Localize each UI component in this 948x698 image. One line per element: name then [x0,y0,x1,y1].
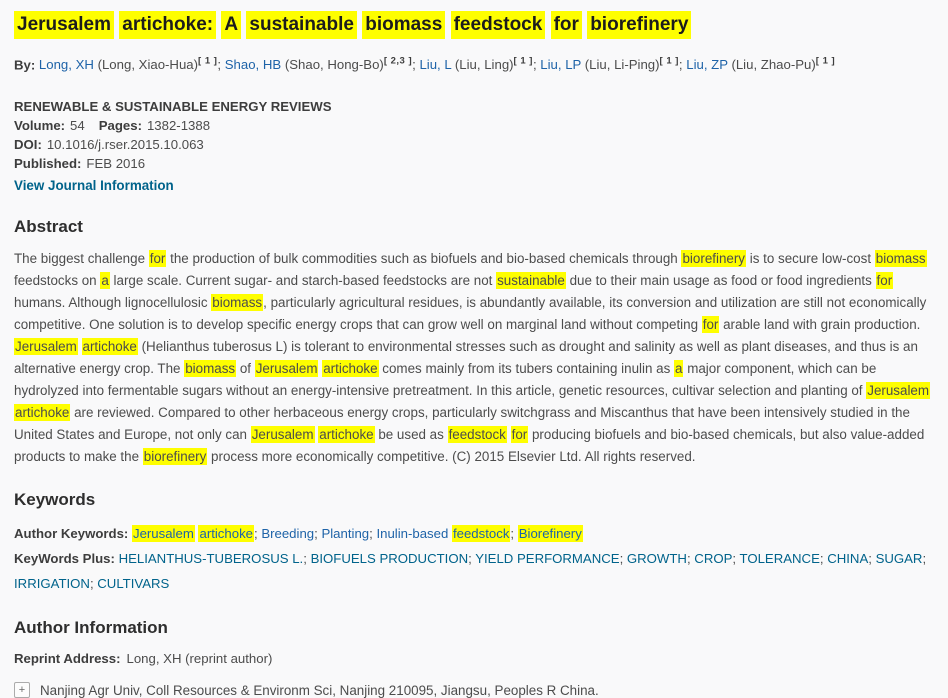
author-keyword-link[interactable] [132,525,254,542]
keywords-plus-link[interactable]: SUGAR [875,551,923,567]
author-keyword-link[interactable]: Planting [321,526,370,542]
abstract-text: The biggest challenge for the production of bulk commodities such as biofuels and bio-based chemicals through biorefinery is to secure low-cost biomass feedstocks on a large scale. Current sugar- and starch-based feedstocks are not sustainable due to their main usage as food or food ingredients for humans. Although lignocellulosic biomass, particularly agricultural residues, is abundantly available, its conversion and utilization are still not economically competitive. One solution is to develop specific energy crops that can grow well on marginal land without competing for arable land with grain production. Jerusalem artichoke (Helianthus tuberosus L) is tolerant to environmental stresses such as drought and salinity as well as plant diseases, and thus is an alternative energy crop. The biomass of Jerusalem artichoke comes mainly from its tubers containing inulin as a major component, which can be hydrolyzed into fermentable sugars without an energy-intensive pretreatment. In this article, genetic resources, cultivar selection and planting of Jerusalem artichoke are reviewed. Compared to other herbaceous energy crops, particularly switchgrass and Miscanthus that have been intensively studied in the United States and Europe, not only can Jerusalem artichoke be used as feedstock for producing biofuels and bio-based chemicals, but also value-added products to make the biorefinery process more economically competitive. (C) 2015 Elsevier Ltd. All rights reserved. [14,251,930,465]
abstract-highlight: for [876,273,893,289]
doi-line [14,135,934,154]
keywords-plus-link[interactable]: CROP [694,551,733,567]
abstract-highlight: artichoke [82,339,137,355]
volume-label: Volume: [14,118,66,134]
abstract-highlight: for [702,317,719,333]
abstract-highlight: artichoke [323,361,378,377]
keyword-highlight: Biorefinery [518,526,582,542]
address-row [14,682,934,698]
published-label: Published: [14,156,82,172]
author-affiliation-sup: [ 2,3 ] [383,56,413,67]
author-keywords-list: Jerusalem artichoke; Breeding; Planting; Inulin-based feedstock; Biorefinery [132,526,582,542]
byline-label: By: [14,57,36,73]
abstract-highlight: Jerusalem [15,339,77,355]
volume-value: 54 [70,118,85,134]
source-block [14,97,934,195]
abstract-highlight: Jerusalem [255,361,318,377]
reprint-address-line [14,649,934,668]
abstract-heading: Abstract [14,217,83,237]
keywords-plus-link[interactable]: GROWTH [626,551,687,567]
pages-value: 1382-1388 [146,118,211,134]
author-link[interactable]: Liu, ZP [686,57,728,73]
author-fullname: (Liu, Zhao-Pu) [727,57,816,73]
title-word-highlight: A [221,11,241,39]
abstract-highlight: Jerusalem [251,427,314,443]
abstract-highlight: biomass [875,251,926,267]
author-keywords-label: Author Keywords: [14,526,129,542]
abstract-highlight: for [511,427,528,443]
abstract-highlight: biomass [185,361,236,377]
author-keyword-link[interactable]: Breeding [261,526,315,542]
keywords-plus-link[interactable]: YIELD PERFORMANCE [475,551,620,567]
author-affiliation-sup: [ 1 ] [815,56,836,67]
abstract-highlight: biorefinery [682,251,746,267]
published-line [14,154,934,173]
expand-address-button[interactable]: + [14,682,30,698]
author-fullname: (Long, Xiao-Hua) [93,57,199,73]
author-affiliation-sup: [ 1 ] [198,56,218,67]
author-affiliation-sup: [ 1 ] [513,56,533,67]
abstract-highlight: feedstock [448,427,506,443]
abstract-highlight: a [675,361,683,377]
doi-value: 10.1016/j.rser.2015.10.063 [46,137,204,153]
author-keywords-line [14,521,936,546]
pages-label: Pages: [98,118,142,134]
author-keyword-link[interactable] [518,525,583,542]
abstract-highlight: sustainable [497,273,565,289]
keyword-highlight: feedstock [452,526,510,542]
title-word-highlight: biomass [362,11,445,39]
keywords-plus-link[interactable]: IRRIGATION [14,576,90,592]
keywords-plus-list: HELIANTHUS-TUBEROSUS L.; BIOFUELS PRODUCTION; YIELD PERFORMANCE; GROWTH; CROP; TOLERANCE; CHINA; SUGAR; IRRIGATION; CULTIVARS [14,551,927,592]
author-keyword-link[interactable]: Inulin-based feedstock [376,526,510,542]
byline [14,53,934,74]
reprint-address-label: Reprint Address: [14,651,121,667]
view-journal-information-link[interactable]: View Journal Information [14,178,174,194]
title-word-highlight: artichoke: [119,11,216,39]
author-fullname: (Liu, Ling) [451,57,514,73]
keywords-plus-link[interactable]: HELIANTHUS-TUBEROSUS L. [118,551,304,567]
abstract-highlight: Jerusalem [867,383,930,399]
author-link[interactable]: Shao, HB [224,57,282,73]
title-word-highlight: for [551,11,582,39]
keyword-highlight: artichoke [199,526,253,542]
published-value: FEB 2016 [86,156,146,172]
author-affiliation-sup: [ 1 ] [659,56,679,67]
abstract-highlight: biomass [212,295,263,311]
abstract-highlight: artichoke [15,405,70,421]
title-word-highlight: sustainable [246,11,357,39]
keywords-heading: Keywords [14,490,96,510]
keywords-plus-link[interactable]: BIOFUELS PRODUCTION [310,551,469,567]
address-text: Nanjing Agr Univ, Coll Resources & Environm Sci, Nanjing 210095, Jiangsu, Peoples R China. [40,682,599,698]
author-link[interactable]: Liu, L [419,57,452,73]
keywords-plus-link[interactable]: CULTIVARS [97,576,170,592]
volume-pages-line [14,116,934,135]
doi-label: DOI: [14,137,42,153]
author-fullname: (Liu, Li-Ping) [581,57,660,73]
author-link[interactable]: Long, XH [38,57,94,73]
abstract-highlight: artichoke [319,427,374,443]
title-word-highlight: biorefinery [587,11,691,39]
abstract-highlight: biorefinery [143,449,207,465]
author-link[interactable]: Liu, LP [540,57,582,73]
reprint-address-value: Long, XH (reprint author) [126,651,273,667]
keywords-plus-link[interactable]: CHINA [827,551,869,567]
keywords-plus-label: KeyWords Plus: [14,551,115,567]
title-word-highlight: Jerusalem [14,11,114,39]
title-word-highlight: feedstock [451,11,546,39]
keywords-plus-link[interactable]: TOLERANCE [739,551,820,567]
abstract-highlight: for [149,251,166,267]
author-information-heading: Author Information [14,618,168,638]
abstract-highlight: a [101,273,109,289]
keyword-highlight: Jerusalem [132,526,194,542]
author-fullname: (Shao, Hong-Bo) [281,57,384,73]
keywords-plus-line [14,546,936,596]
author-list: Long, XH (Long, Xiao-Hua)[ 1 ]; Shao, HB (Shao, Hong-Bo)[ 2,3 ]; Liu, L (Liu, Ling)[ 1 ]; Liu, LP (Liu, Li-Ping)[ 1 ]; Liu, ZP (Liu, Zhao-Pu)[ 1 ] [38,56,836,73]
journal-name: RENEWABLE & SUSTAINABLE ENERGY REVIEWS [14,99,332,115]
article-title [14,11,934,38]
